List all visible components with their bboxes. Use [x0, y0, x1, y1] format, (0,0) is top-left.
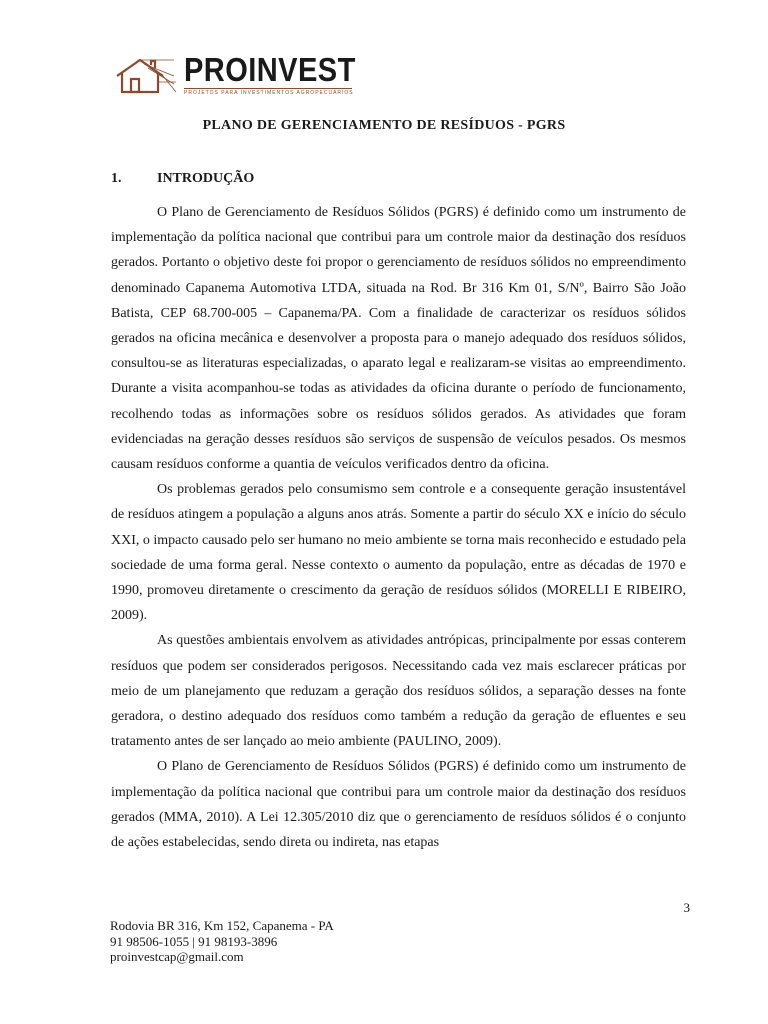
section-title: INTRODUÇÃO: [157, 171, 255, 186]
document-title: PLANO DE GERENCIAMENTO DE RESÍDUOS - PGRS: [202, 118, 566, 133]
document-body: [111, 200, 686, 855]
section-heading: [111, 171, 254, 187]
company-logo: [114, 52, 354, 102]
section-number: 1.: [111, 171, 122, 186]
paragraph: As questões ambientais envolvem as atividades antrópicas, principalmente por essas conterem resíduos que podem ser considerados perigosos. Necessitando cada vez mais esclarecer práticas por meio de um planejamento que reduzam a geração dos resíduos sólidos, a separação desses na fonte geradora, o destino adequado dos resíduos como também a redução da geração de efluentes e seu tratamento antes de ser lançado ao meio ambiente (PAULINO, 2009).: [111, 633, 686, 750]
brand-name: PROINVEST: [184, 51, 356, 88]
house-logo-icon: [114, 56, 178, 96]
footer-address: Rodovia BR 316, Km 152, Capanema - PA: [110, 918, 334, 933]
brand-tagline: PROJETOS PARA INVESTIMENTOS AGROPECUÁRIOS: [184, 90, 354, 96]
paragraph: O Plano de Gerenciamento de Resíduos Sólidos (PGRS) é definido como um instrumento de implementação da política nacional que contribui para um controle maior da destinação dos resíduos gerados (MMA, 2010). A Lei 12.305/2010 diz que o gerenciamento de resíduos sólidos é o conjunto de ações estabelecidas, sendo direta ou indireta, nas etapas: [111, 759, 686, 851]
paragraph: Os problemas gerados pelo consumismo sem controle e a consequente geração insustentável de resíduos atingem a população a alguns anos atrás. Somente a partir do século XX e início do século XXI, o impacto causado pelo ser humano no meio ambiente se torna mais reconhecido e estudado pela sociedade de uma forma geral. Nesse contexto o aumento da população, entre as décadas de 1970 e 1990, promoveu diretamente o crescimento da geração de resíduos sólidos (MORELLI E RIBEIRO, 2009).: [111, 482, 686, 624]
page-footer: [110, 918, 334, 965]
page-number: 3: [683, 900, 690, 915]
footer-email: proinvestcap@gmail.com: [110, 949, 244, 964]
brand-underline: [184, 88, 352, 89]
footer-phones: 91 98506-1055 | 91 98193-3896: [110, 933, 278, 949]
paragraph: O Plano de Gerenciamento de Resíduos Sólidos (PGRS) é definido como um instrumento de implementação da política nacional que contribui para um controle maior da destinação dos resíduos gerados. Portanto o objetivo deste foi propor o gerenciamento de resíduos sólidos no empreendimento denominado Capanema Automotiva LTDA, situada na Rod. Br 316 Km 01, S/Nº, Bairro São João Batista, CEP 68.700-005 – Capanema/PA. Com a finalidade de caracterizar os resíduos sólidos gerados na oficina mecânica e desenvolver a proposta para o manejo adequado dos resíduos sólidos, consultou-se as literaturas especializadas, o aparato legal e realizaram-se visitas ao empreendimento. Durante a visita acompanhou-se todas as atividades da oficina durante o período de funcionamento, recolhendo todas as informações sobre os resíduos sólidos gerados. As atividades que foram evidenciadas na geração desses resíduos são serviços de suspensão de veículos pesados. Os mesmos causam resíduos conforme a quantia de veículos verificados dentro da oficina.: [111, 205, 686, 473]
